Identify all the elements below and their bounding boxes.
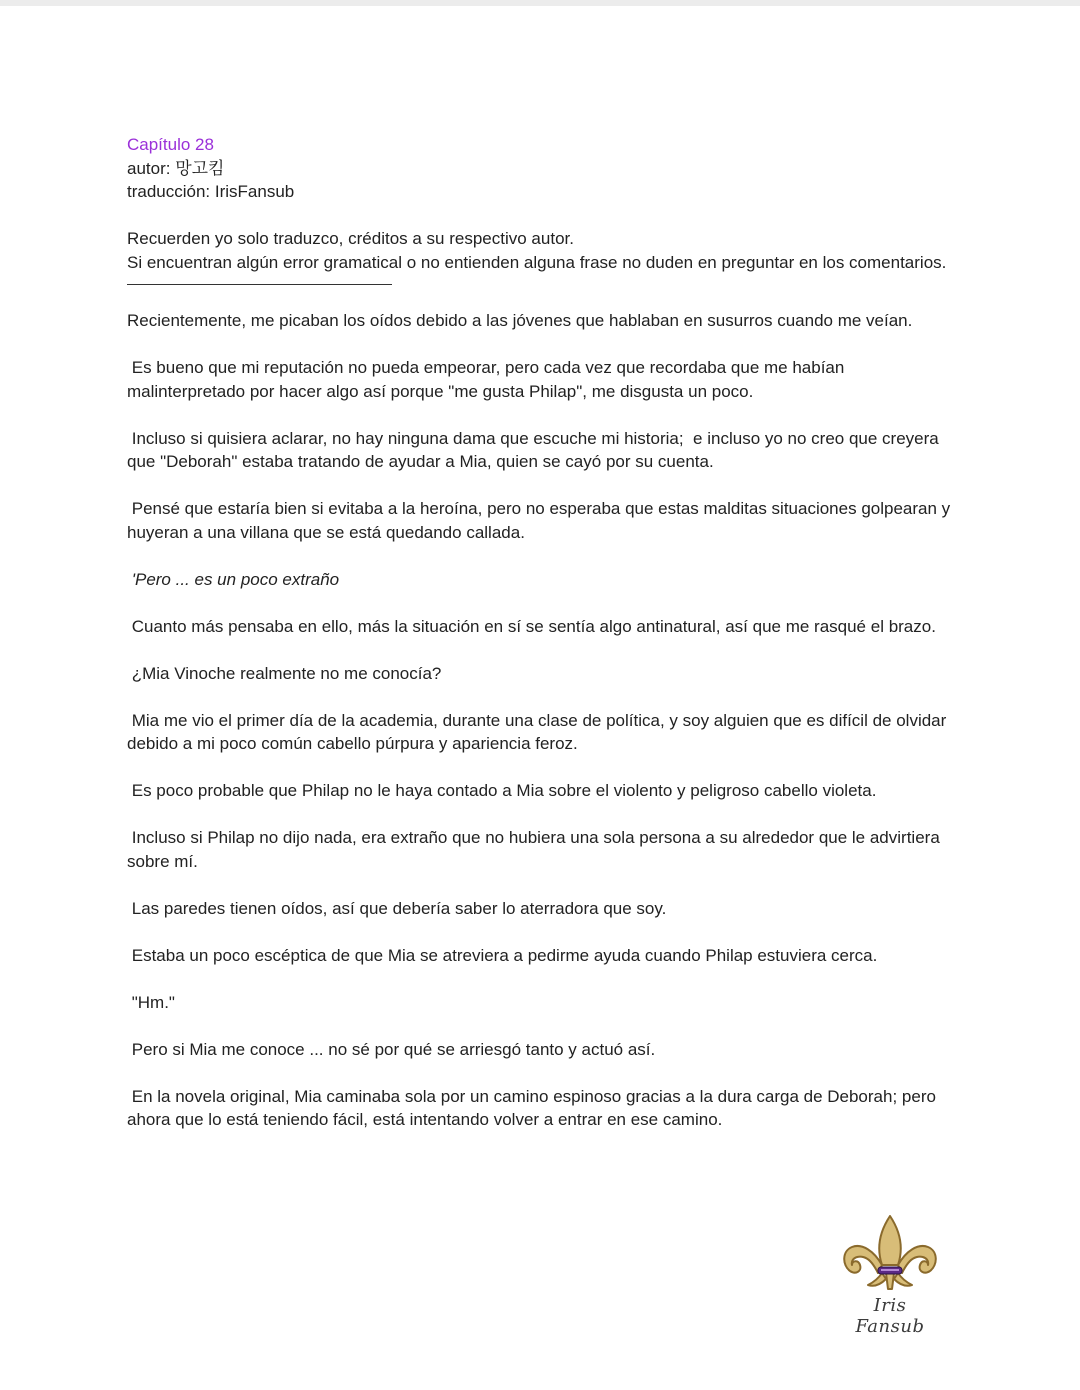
paragraph: Incluso si quisiera aclarar, no hay ninguna dama que escuche mi historia; e incluso yo no creo que creyera que "Deborah" estaba tratando de ayudar a Mia, quien se cayó por su cuenta. [127, 428, 944, 471]
top-edge [0, 0, 1080, 6]
author-line: autor: 망고킴 [127, 158, 225, 178]
spacer [127, 204, 957, 228]
chapter-title: Capítulo 28 [127, 135, 214, 154]
paragraph: Incluso si Philap no dijo nada, era extraño que no hubiera una sola persona a su alrededor que le advirtiera sobre mí. [127, 828, 945, 871]
spacer [127, 285, 957, 309]
paragraph: Pero si Mia me conoce ... no sé por qué se arriesgó tanto y actuó así. [127, 1039, 656, 1059]
document-body [127, 133, 957, 1155]
iris-fansub-logo [838, 1213, 942, 1337]
paragraph: Cuanto más pensaba en ello, más la situación en sí se sentía algo antinatural, así que me rasqué el brazo. [127, 616, 936, 636]
paragraph: "Hm." [127, 992, 175, 1012]
notice-line-1: Recuerden yo solo traduzco, créditos a su respectivo autor. [127, 229, 574, 248]
paragraph: Las paredes tienen oídos, así que debería saber lo aterradora que soy. [127, 898, 667, 918]
paragraph: Pensé que estaría bien si evitaba a la heroína, pero no esperaba que estas malditas situaciones golpearan y huyeran a una villana que se está quedando callada. [127, 499, 955, 542]
logo-text: Iris Fansub [855, 1295, 925, 1337]
italic-thought: 'Pero ... es un poco extraño [127, 569, 340, 589]
notice-line-2: Si encuentran algún error gramatical o no entienden alguna frase no duden en preguntar en los comentarios. [127, 252, 947, 272]
fleur-de-lis-icon [838, 1213, 942, 1293]
paragraph: Recientemente, me picaban los oídos debido a las jóvenes que hablaban en susurros cuando me veían. [127, 311, 913, 330]
translation-line: traducción: IrisFansub [127, 182, 295, 201]
paragraph: Es bueno que mi reputación no pueda empeorar, pero cada vez que recordaba que me habían malinterpretado por hacer algo así porque "me gusta Philap", me disgusta un poco. [127, 358, 850, 401]
paragraph: ¿Mia Vinoche realmente no me conocía? [127, 663, 442, 683]
paragraph: En la novela original, Mia caminaba sola por un camino espinoso gracias a la dura carga de Deborah; pero ahora que lo está teniendo fácil, está intentando volver a entrar en ese camino. [127, 1086, 941, 1129]
paragraph: Estaba un poco escéptica de que Mia se atreviera a pedirme ayuda cuando Philap estuviera cerca. [127, 945, 878, 965]
paragraph: Es poco probable que Philap no le haya contado a Mia sobre el violento y peligroso cabello violeta. [127, 781, 877, 800]
paragraph: Mia me vio el primer día de la academia, durante una clase de política, y soy alguien que es difícil de olvidar debido a mi poco común cabello púrpura y apariencia feroz. [127, 710, 952, 753]
